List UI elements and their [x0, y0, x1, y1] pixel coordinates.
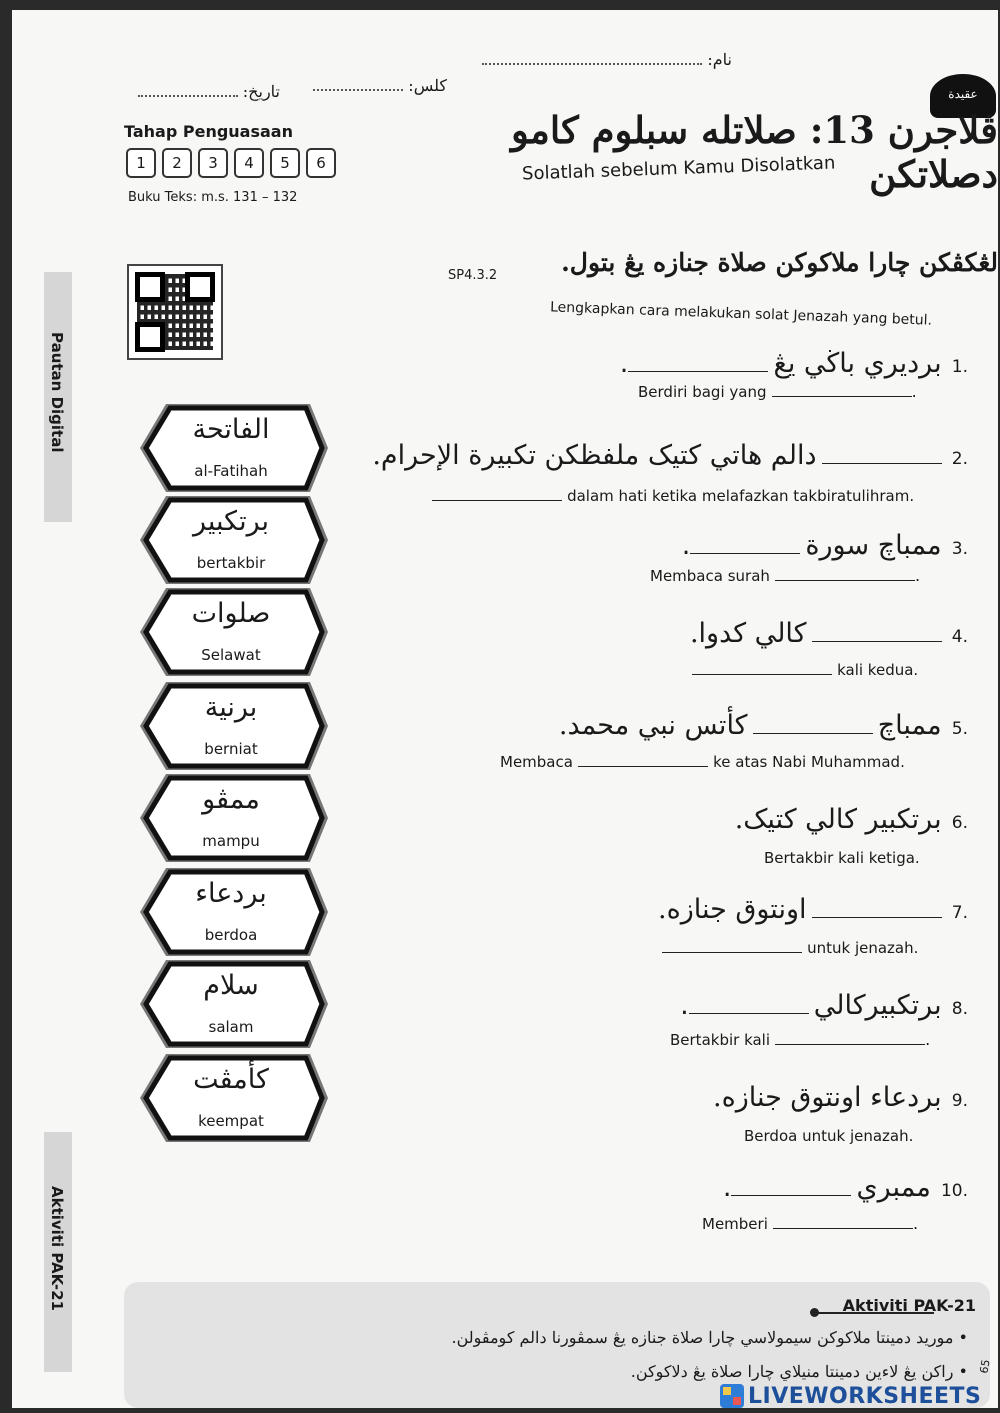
kelas-field: [297, 76, 447, 95]
tahap-label: Tahap Penguasaan: [124, 122, 293, 141]
question-2-latin: [432, 486, 914, 505]
question-latin: Berdoa untuk jenazah.: [744, 1127, 914, 1145]
card-latin: Selawat: [201, 646, 261, 664]
tarikh-label: تاريخ:: [242, 82, 280, 101]
level-box-6[interactable]: 6: [306, 148, 336, 178]
question-10-latin: Memberi .: [702, 1214, 919, 1233]
question-number: .6: [951, 813, 968, 833]
card-latin: bertakbir: [196, 554, 266, 572]
card-arabic: صلوات: [191, 598, 271, 629]
buku-teks: Buku Teks: m.s. 131 – 132: [128, 190, 298, 205]
question-5-latin: [500, 752, 905, 771]
qr-code[interactable]: [127, 264, 223, 360]
card-latin: al-Fatihah: [194, 462, 268, 480]
answer-blank-ar[interactable]: [753, 733, 873, 734]
card-arabic: بردعاء: [195, 878, 267, 909]
question-8: .8 برتكبيركالي .: [680, 990, 968, 1021]
liveworksheets-logo: [720, 1382, 981, 1410]
question-arabic: ممباچ: [877, 710, 942, 741]
card-latin: berdoa: [204, 926, 258, 944]
tarikh-field: [120, 82, 280, 101]
question-number: .9: [951, 1091, 968, 1111]
question-arabic: اونتوق جنازه.: [657, 894, 807, 925]
question-3-latin: Membaca surah .: [650, 566, 921, 585]
question-7-latin: [662, 938, 918, 957]
answer-blank-lat[interactable]: [775, 580, 915, 581]
question-number: .8: [951, 999, 968, 1019]
question-latin: Bertakbir kali: [670, 1031, 771, 1049]
word-card[interactable]: [132, 680, 330, 772]
bullet-dot: [810, 1308, 819, 1317]
question-5: [559, 710, 968, 741]
question-latin: Bertakbir kali ketiga.: [764, 849, 920, 867]
word-card[interactable]: [132, 586, 330, 678]
answer-blank-ar[interactable]: [689, 1013, 809, 1014]
question-1-latin: Berdiri bagi yang .: [638, 382, 917, 401]
answer-blank-ar[interactable]: [812, 917, 942, 918]
card-latin: berniat: [204, 740, 258, 758]
question-arabic: ممبري: [856, 1172, 931, 1203]
word-card[interactable]: [132, 494, 330, 586]
answer-blank-lat[interactable]: [692, 674, 832, 675]
pautan-digital-label: Pautan Digital: [48, 332, 66, 453]
question-6: [735, 804, 968, 835]
answer-blank-lat[interactable]: [775, 1044, 925, 1045]
liveworksheets-icon: [720, 1384, 744, 1408]
answer-blank-ar[interactable]: [812, 641, 942, 642]
question-9-latin: [744, 1126, 913, 1145]
kelas-blank[interactable]: [313, 89, 403, 91]
tahap-levels: [126, 148, 342, 178]
question-latin: dalam hati ketika melafazkan takbiratulihram.: [567, 487, 915, 505]
instruction-latin: Lengkapkan cara melakukan solat Jenazah yang betul.: [549, 299, 933, 329]
card-arabic: سلام: [203, 970, 259, 1001]
answer-blank-lat[interactable]: [662, 952, 802, 953]
question-arabic: برتكبير كالي كتيک.: [734, 804, 942, 835]
level-box-2[interactable]: 2: [162, 148, 192, 178]
aqidah-badge: عقيدة: [930, 74, 996, 118]
question-3: .3 ممباچ سورة .: [681, 530, 968, 561]
question-arabic: بردعاء اونتوق جنازه.: [713, 1082, 942, 1113]
level-box-1[interactable]: 1: [126, 148, 156, 178]
sidebar-aktiviti: [44, 1132, 72, 1372]
answer-blank-lat[interactable]: [432, 500, 562, 501]
answer-blank-ar[interactable]: [690, 553, 800, 554]
word-card[interactable]: [132, 866, 330, 958]
nama-label: نام:: [707, 50, 732, 69]
activity-divider: [814, 1312, 934, 1314]
worksheet-page: [12, 10, 998, 1408]
instruction-arabic: لڠكڤكن چارا ملاكوكن صلاة جنازه يڠ بتول.: [561, 248, 998, 277]
page-number: 65: [977, 1358, 993, 1375]
question-latin: Membaca: [500, 753, 573, 771]
card-arabic: برنية: [204, 692, 258, 723]
question-arabic: برديري باڬي يڠ: [773, 348, 942, 379]
question-4-latin: [692, 660, 918, 679]
question-number: .4: [951, 627, 968, 647]
card-latin: mampu: [202, 832, 260, 850]
question-6-latin: [764, 848, 920, 867]
question-10: .10 ممبري .: [722, 1172, 968, 1203]
kelas-label: كلس:: [408, 76, 447, 95]
card-latin: salam: [208, 1018, 254, 1036]
question-number: .10: [940, 1181, 968, 1201]
card-arabic: ممڤو: [202, 784, 260, 815]
question-arabic: برتكبيركالي: [813, 990, 942, 1021]
card-arabic: كأمڤت: [193, 1064, 269, 1095]
answer-blank-ar[interactable]: [822, 463, 942, 464]
sidebar-pautan: [44, 272, 72, 522]
question-8-latin: Bertakbir kali .: [670, 1030, 931, 1049]
nama-field: [472, 50, 732, 69]
lesson-title-arabic: ڤلاجرن 13: صلاتله سبلوم كامو دصلاتكن: [510, 108, 998, 196]
activity-bullet-2: راكن يڠ لاءين دمينتا منيلاي چارا صلاة يڠ دلاكوكن.: [630, 1362, 954, 1381]
card-latin: keempat: [198, 1112, 264, 1130]
level-box-3[interactable]: 3: [198, 148, 228, 178]
bullet-icon: •: [953, 1362, 968, 1381]
question-arabic-2: كأتس نبي محمد.: [558, 710, 748, 741]
nama-blank[interactable]: [482, 63, 702, 65]
answer-blank-lat[interactable]: [773, 1228, 913, 1229]
word-card[interactable]: [132, 958, 330, 1050]
bullet-icon: •: [953, 1328, 968, 1347]
word-card[interactable]: [132, 772, 330, 864]
question-latin: Berdiri bagi yang: [638, 383, 767, 401]
liveworksheets-text: LIVEWORKSHEETS: [748, 1383, 982, 1409]
question-arabic: ممباچ سورة: [805, 530, 942, 561]
word-card[interactable]: [132, 1052, 330, 1144]
question-number: .7: [951, 903, 968, 923]
question-4: [690, 618, 968, 649]
activity-bullet-1: موريد دمينتا ملاكوكن سيمولاسي چارا صلاة جنازه يڠ سمڤورنا دالم كومڤولن.: [451, 1328, 954, 1347]
tarikh-blank[interactable]: [138, 95, 238, 97]
word-card[interactable]: [132, 402, 330, 494]
level-box-4[interactable]: 4: [234, 148, 264, 178]
answer-blank-ar[interactable]: [731, 1195, 851, 1196]
question-latin: Memberi: [702, 1215, 768, 1233]
sp-code: SP4.3.2: [448, 268, 498, 283]
question-arabic: دالم هاتي كتيک ملفظكن تكبيرة الإحرام.: [372, 440, 817, 471]
question-number: .2: [951, 449, 968, 469]
question-7: [658, 894, 968, 925]
lesson-title-latin: Solatlah sebelum Kamu Disolatkan: [521, 152, 836, 185]
answer-blank-lat[interactable]: [578, 766, 708, 767]
answer-blank-ar[interactable]: [628, 371, 768, 372]
question-latin: kali kedua.: [837, 661, 919, 679]
question-arabic: كالي كدوا.: [689, 618, 807, 649]
answer-blank-lat[interactable]: [772, 396, 912, 397]
aktiviti-side-label: Aktiviti PAK-21: [48, 1186, 66, 1311]
question-number: .1: [951, 357, 968, 377]
question-2: [372, 440, 968, 471]
question-latin: untuk jenazah.: [807, 939, 919, 957]
question-1: .1 برديري باڬي يڠ .: [619, 348, 968, 379]
question-latin: Membaca surah: [650, 567, 770, 585]
question-9: [713, 1082, 968, 1113]
question-number: .5: [951, 719, 968, 739]
level-box-5[interactable]: 5: [270, 148, 300, 178]
card-arabic: برتكبير: [192, 506, 270, 537]
question-number: .3: [951, 539, 968, 559]
activity-title: Aktiviti PAK-21: [842, 1296, 976, 1315]
question-latin-2: ke atas Nabi Muhammad.: [713, 753, 905, 771]
card-arabic: الفاتحة: [192, 414, 270, 445]
